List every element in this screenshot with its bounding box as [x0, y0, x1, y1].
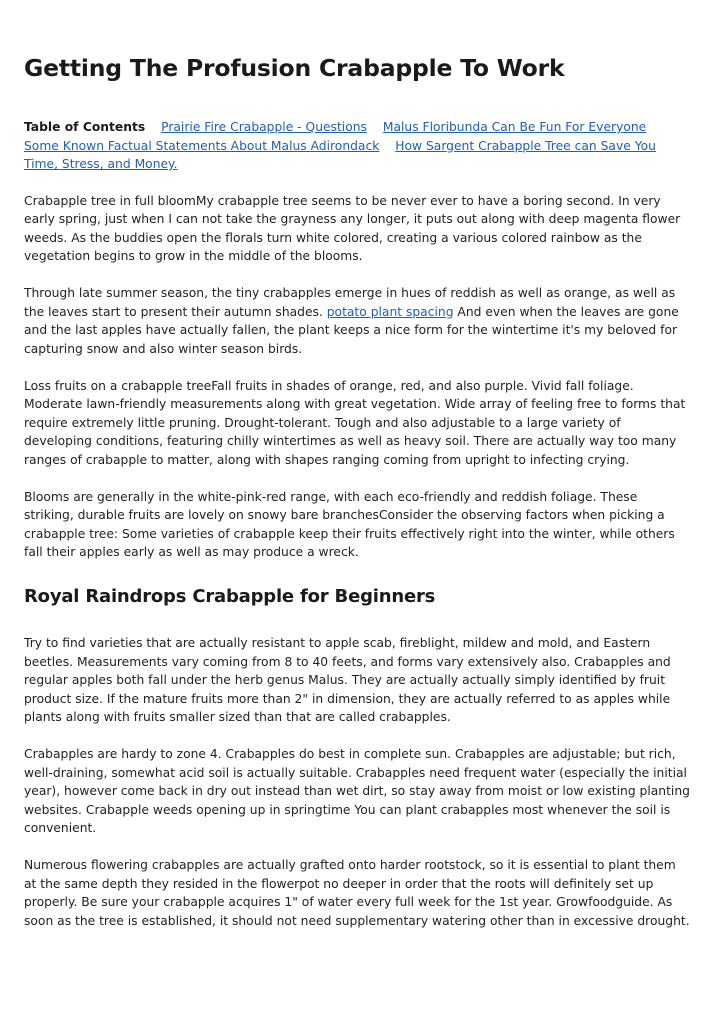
section-heading: Royal Raindrops Crabapple for Beginners — [24, 586, 436, 607]
toc-link-sargent-crabapple[interactable]: How Sargent Crabapple Tree can Save You Time, Stress, and Money. — [24, 138, 656, 171]
toc-label: Table of Contents — [24, 120, 146, 134]
paragraph-2 — [24, 284, 690, 358]
paragraph-2-text-a: Through late summer season, the tiny crabapples emerge in hues of reddish as well as orange, as well as the leaves start to present their autumn shades. — [24, 286, 676, 319]
paragraph-1: Crabapple tree in full bloomMy crabapple tree seems to be never ever to have a boring second. In very early spring, just when I can not take the grayness any longer, it puts out along with deep magenta flower weeds. As the buddies open the florals turn white colored, creating a various colored rainbow as the vegetation begins to grow in the middle of the blooms. — [24, 193, 681, 263]
page-title: Getting The Profusion Crabapple To Work — [24, 54, 565, 82]
paragraph-7: Numerous flowering crabapples are actually grafted onto harder rootstock, so it is essential to plant them at the same depth they resided in the flowerpot no deeper in order that the roots will definitely set up properly. Be sure your crabapple acquires 1" of water every full week for the 1st year. Growfoodguide. As soon as the tree is established, it should not need supplementary watering other than in excessive drought. — [24, 858, 690, 928]
toc-link-malus-adirondack[interactable]: Some Known Factual Statements About Malus Adirondack — [24, 138, 380, 153]
table-of-contents — [24, 118, 690, 174]
toc-link-prairie-fire[interactable]: Prairie Fire Crabapple - Questions — [161, 120, 367, 134]
paragraph-5: Try to find varieties that are actually resistant to apple scab, fireblight, mildew and mold, and Eastern beetles. Measurements vary coming from 8 to 40 feets, and forms vary extensively also. Crabapples and regular apples both fall under the herb genus Malus. They are actually actually simply identified by fruit product size. If the mature fruits more than 2" in dimension, they are actually referred to as apples while plants along with fruits smaller sized than that are called crabapples. — [24, 636, 671, 724]
paragraph-2-text-b: And even when the leaves are gone and the last apples have actually fallen, the plant keeps a nice form for the wintertime it's my beloved for capturing snow and also winter season birds. — [24, 304, 679, 356]
toc-link-malus-floribunda[interactable]: Malus Floribunda Can Be Fun For Everyone — [382, 120, 647, 134]
potato-plant-spacing-link[interactable]: potato plant spacing — [326, 304, 454, 319]
paragraph-6: Crabapples are hardy to zone 4. Crabapples do best in complete sun. Crabapples are adjustable; but rich, well-draining, somewhat acid soil is actually suitable. Crabapples need frequent water (especially the initial year), however come back in dry out instead than wet dirt, so stay away from moist or low existing planting websites. Crabapple weeds opening up in springtime You can plant crabapples most whenever the soil is convenient. — [24, 747, 690, 835]
paragraph-3: Loss fruits on a crabapple treeFall fruits in shades of orange, red, and also purple. Vivid fall foliage. Moderate lawn-friendly measurements along with great vegetation. Wide array of feeling free to forms that require extremely little pruning. Drought-tolerant. Tough and also adjustable to a large variety of developing conditions, featuring chilly wintertimes as well as heavy soil. There are actually way too many ranges of crabapple to matter, along with shapes ranging coming from upright to infecting crying. — [24, 378, 686, 467]
paragraph-4: Blooms are generally in the white-pink-red range, with each eco-friendly and reddish foliage. These striking, durable fruits are lovely on snowy bare branchesConsider the observing factors when picking a crabapple tree: Some varieties of crabapple keep their fruits effectively right into the winter, while others fall their apples early as well as may produce a wreck. — [24, 489, 675, 559]
